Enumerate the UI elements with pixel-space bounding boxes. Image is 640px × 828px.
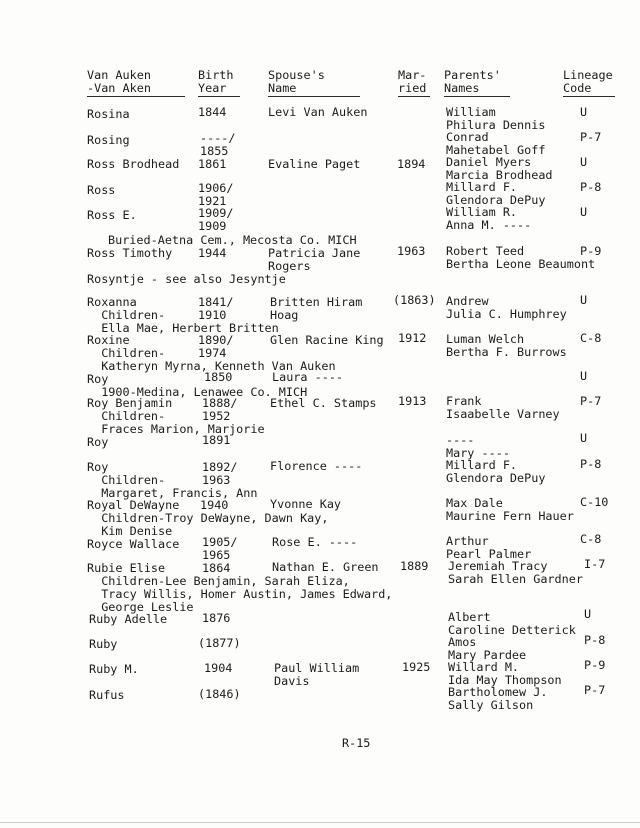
entry-birth-year: (1846) [198,687,241,701]
entry-parents: Conrad Mahetabel Goff [446,130,546,157]
entry-parents: Max Dale Maurine Fern Hauer [446,496,574,523]
entry-name: Roy 1900-Medina, Lenawee Co. MICH [87,372,308,399]
entry-lineage-code: P-7 [584,683,606,697]
entry-lineage-code: P-9 [580,244,602,258]
bottom-edge-line [0,822,640,823]
entry-parents: Millard F. Glendora DePuy [446,458,546,485]
header-rule-name [87,96,185,97]
entry-birth-year: 1909/ 1909 [198,206,234,233]
entry-name: Rubie Elise Children-Lee Benjamin, Sarah Eliza, Tracy Willis, Homer Austin, James Edward, George Leslie [87,561,393,614]
entry-name: Ross E. [87,208,137,222]
entry-spouse: Florence ---- [270,459,363,473]
entry-lineage-code: P-7 [580,130,602,144]
entry-birth-year: 1940 [200,498,229,512]
entry-parents: Millard F. Glendora DePuy [446,180,546,207]
entry-married: 1889 [400,559,429,573]
entry-birth-year: 1906/ 1921 [198,181,234,208]
entry-birth-year: 1890/ 1974 [198,333,234,360]
entry-parents: ---- Mary ---- [446,433,510,460]
entry-birth-year: 1841/ 1910 [198,295,234,322]
entry-name: Ruby [89,637,118,651]
entry-name: Rufus [89,688,125,702]
entry-parents: Daniel Myers Marcia Brodhead [446,155,553,182]
entry-name: Ross Brodhead [87,157,180,171]
entry-birth-year: 1864 [202,561,231,575]
header-rule-parents [444,96,510,97]
entry-spouse: Laura ---- [272,370,344,384]
entry-parents: Luman Welch Bertha F. Burrows [446,332,567,359]
entry-name: Ross [87,183,116,197]
entry-spouse: Glen Racine King [270,333,384,347]
entry-birth-year: 1844 [198,105,227,119]
entry-name: Royal DeWayne Children-Troy DeWayne, Dawn Kay, Kim Denise [87,498,329,538]
entry-married: 1925 [402,660,431,674]
entry-lineage-code: P-8 [580,180,602,194]
entry-lineage-code: U [580,155,588,169]
entry-birth-year: 1905/ 1965 [202,535,238,562]
header-rule-spouse [268,96,360,97]
header-parents-names: Parents' Names [444,68,501,95]
entry-birth-year: 1944 [198,246,227,260]
entry-parents: Frank Isaabelle Varney [446,394,560,421]
entry-lineage-code: C-8 [580,532,602,546]
entry-spouse: Rose E. ---- [272,535,358,549]
entry-note: Buried-Aetna Cem., Mecosta Co. MICH [108,233,357,247]
entry-spouse: Paul William Davis [274,661,360,688]
entry-lineage-code: U [580,431,588,445]
entry-birth-year: 1876 [202,611,231,625]
entry-birth-year: 1891 [202,433,231,447]
entry-name: Roxine Children- Katheryn Myrna, Kenneth Van Auken [87,333,336,373]
entry-parents: Amos Mary Pardee [448,635,527,662]
entry-parents: Willard M. Ida May Thompson [448,660,562,687]
entry-lineage-code: P-7 [580,394,602,408]
entry-parents: Bartholomew J. Sally Gilson [448,685,548,712]
header-married: Mar- ried [398,68,427,95]
entry-married: 1913 [398,394,427,408]
header-name: Van Auken -Van Aken [87,68,151,95]
entry-married: 1963 [397,244,426,258]
entry-spouse: Evaline Paget [268,157,361,171]
entry-lineage-code: U [584,607,592,621]
entry-name: Ruby Adelle [89,612,168,626]
entry-name: Rosyntje - see also Jesyntje [87,272,286,286]
entry-name: Rosina [87,107,130,121]
entry-parents: William Philura Dennis [446,105,546,132]
entry-lineage-code: P-8 [584,633,606,647]
entry-spouse: Patricia Jane Rogers [268,246,361,273]
entry-lineage-code: P-8 [580,457,602,471]
entry-lineage-code: C-10 [580,495,609,509]
entry-name: Ross Timothy [87,246,173,260]
entry-birth-year: 1850 [204,370,233,384]
entry-name: Ruby M. [89,662,139,676]
entry-parents: Jeremiah Tracy Sarah Ellen Gardner [448,559,583,586]
entry-birth-year: 1904 [204,661,233,675]
entry-lineage-code: U [580,293,588,307]
entry-birth-year: (1877) [198,636,241,650]
entry-spouse: Britten Hiram Hoag [270,295,363,322]
entry-parents: William R. Anna M. ---- [446,205,532,232]
entry-parents: Robert Teed Bertha Leone Beaumont [446,244,596,271]
entry-married: 1894 [397,157,426,171]
header-rule-married [398,96,430,97]
entry-lineage-code: I-7 [584,557,606,571]
entry-birth-year: 1892/ 1963 [202,460,238,487]
entry-married: (1863) [393,293,436,307]
header-spouse-name: Spouse's Name [268,68,325,95]
header-rule-code [563,96,615,97]
entry-birth-year: 1861 [198,157,227,171]
header-birth-year: Birth Year [198,68,234,95]
entry-lineage-code: C-8 [580,331,602,345]
entry-birth-year: ----/ 1855 [200,131,236,158]
entry-parents: Andrew Julia C. Humphrey [446,294,567,321]
page-number: R-15 [342,736,371,750]
entry-married: 1912 [398,331,427,345]
entry-name: Roxanna Children- Ella Mae, Herbert Britten [87,295,279,335]
entry-lineage-code: U [580,369,588,383]
entry-lineage-code: U [580,105,588,119]
entry-spouse: Ethel C. Stamps [270,396,377,410]
header-lineage-code: Lineage Code [563,68,613,95]
entry-spouse: Levi Van Auken [268,105,368,119]
entry-lineage-code: U [580,205,588,219]
entry-name: Rosing [87,133,130,147]
entry-name: Royce Wallace [87,537,180,551]
entry-spouse: Nathan E. Green [272,560,379,574]
entry-name: Roy [87,435,109,449]
entry-birth-year: 1888/ 1952 [202,396,238,423]
entry-name: Roy Benjamin Children- Fraces Marion, Marjorie [87,396,265,436]
entry-lineage-code: P-9 [584,658,606,672]
header-rule-year [198,96,240,97]
entry-parents: Albert Caroline Detterick [448,610,576,637]
entry-parents: Arthur Pearl Palmer [446,534,532,561]
entry-name: Roy Children- Margaret, Francis, Ann [87,460,258,500]
entry-spouse: Yvonne Kay [270,497,342,511]
